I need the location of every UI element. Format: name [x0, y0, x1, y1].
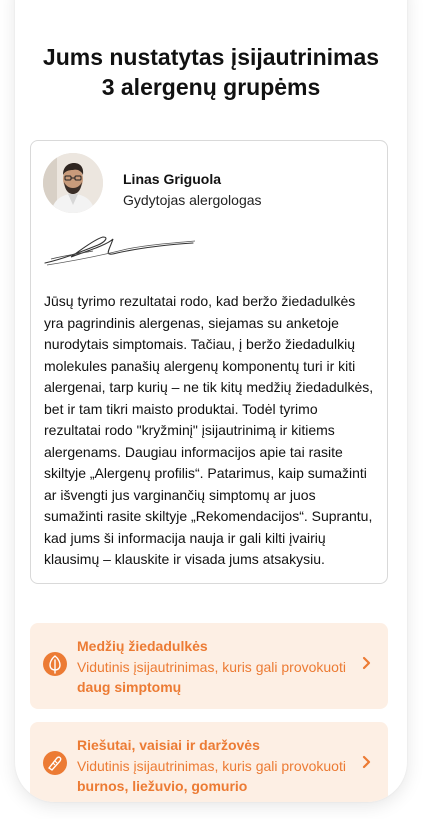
- doctor-name: Linas Griguola: [123, 171, 222, 187]
- allergen-card-nuts-fruits-vegetables[interactable]: [30, 722, 388, 802]
- doctor-message-card: [30, 140, 388, 584]
- allergen-description: [77, 657, 347, 697]
- allergen-description: [77, 756, 347, 796]
- doctor-avatar: [43, 153, 103, 213]
- page-title-line2: 3 alergenų grupėms: [101, 74, 321, 100]
- allergen-title: Riešutai, vaisiai ir daržovės: [77, 737, 260, 753]
- chevron-right-icon: [360, 653, 374, 673]
- food-icon: [42, 750, 68, 776]
- page-title: [15, 42, 407, 102]
- allergen-description-emphasis: burnos, liežuvio, gomurio: [77, 778, 248, 794]
- allergen-card-tree-pollen[interactable]: [30, 623, 388, 709]
- allergen-description-text: Vidutinis įsijautrinimas, kuris gali provokuoti: [77, 758, 346, 774]
- leaf-icon: [42, 651, 68, 677]
- allergen-description-text: Vidutinis įsijautrinimas, kuris gali provokuoti: [77, 659, 346, 675]
- doctor-title: Gydytojas alergologas: [123, 192, 262, 208]
- doctor-signature: [43, 225, 198, 269]
- allergen-description-emphasis: daug simptomų: [77, 679, 182, 695]
- doctor-message: Jūsų tyrimo rezultatai rodo, kad beržo žiedadulkės yra pagrindinis alergenas, siejamas su anketoje nurodytais simptomais. Tačiau, į beržo žiedadulkių molekules panašių alergenų komponentų turi ir kiti alergenai, tarp kurių – ne tik kitų medžių žiedadulkės, bet ir tam tikri maisto produktai. Todėl tyrimo rezultatai rodo "kryžminį" įsijautrinimą ir kitiems alergenams. Daugiau informacijos apie tai rasite skiltyje „Alergenų profilis“. Patarimus, kaip sumažinti ar išvengti jus varginančių simptomų ar juos sumažinti rasite skiltyje „Rekomendacijos“. Suprantu, kad jums ši informacija nauja ir gali kilti įvairių klausimų – klauskite ir visada jums atsakysiu.: [44, 293, 374, 567]
- page-title-line1: Jums nustatytas įsijautrinimas: [42, 44, 380, 70]
- allergen-title: Medžių žiedadulkės: [77, 638, 208, 654]
- chevron-right-icon: [360, 752, 374, 772]
- phone-frame: [15, 0, 407, 802]
